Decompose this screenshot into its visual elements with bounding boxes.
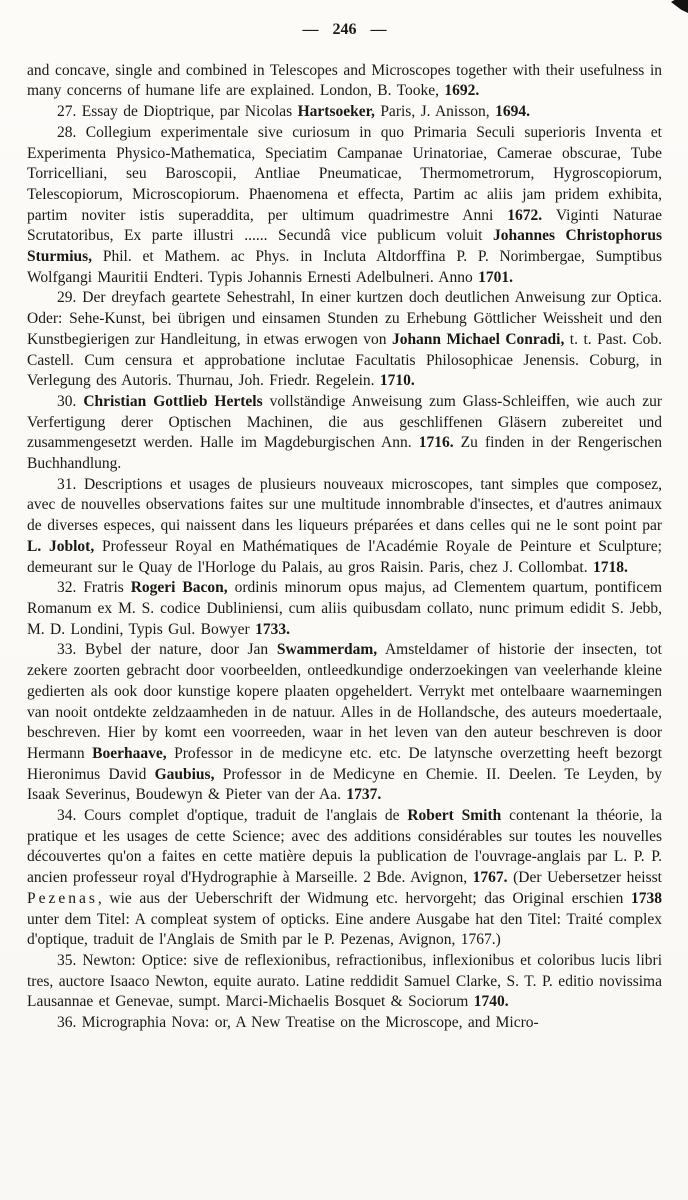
page-number: 246 — [332, 21, 357, 38]
text-segment: 28. Collegium experimentale sive curiosum in quo Primaria Seculi superioris Inventa et Experimenta Physico-Mathematica, Speciatim Campanae Urinatoriae, Camerae obscurae, Tube Torricelliani, seu Baroscopii, Antliae Pneumaticae, Thermometrorum, Hygroscopiorum, Telescopiorum, Microscopiorum. Phaenomena et effecta, Partim ac aliis jam pridem exhibita, partim noviter istis superaddita, per ultimum quadrimestre Anni — [27, 123, 662, 224]
text-segment: vollständige Anweisung zum Glass-Schleiffen, wie auch zur Verfertigung derer Optischen Machinen, die aus geschliffenen Gläsern zubereitet und zusammengesetzt werden. Halle im Magdeburgischen Ann. — [27, 392, 663, 452]
bibliography-entry — [27, 951, 662, 1013]
emphasis-text: L. Joblot, — [27, 537, 95, 555]
text-segment: Professor in de Medicyne en Chemie. II. Deelen. Te Leyden, by Isaak Severinus, Boudewyn & Pieter van der Aa. — [27, 765, 662, 804]
emphasis-text: 1740. — [473, 993, 509, 1011]
text-segment: Amsteldamer of historie der insecten, tot zekere zoorten gebracht door voorbeelden, ontleedkundige onderzoekingen van veelerhande kleine gedierten als ook door kunstige kopere plaaten opgeheldert. Verrykt met ontelbaare waarnemingen van nooit ontdekte zeldzaamheden in de natuur. Alles in de Hollandsche, des auteurs moedertaale, beschreven. Hier by komt een voorreeden, waar in het leven van den auteur beschreven is door Hermann — [27, 641, 662, 762]
emphasis-text: 1672. — [507, 206, 543, 224]
emphasis-text: Johannes Christophorus Sturmius, — [27, 227, 662, 266]
emphasis-text: 1692. — [444, 82, 480, 100]
bibliography-entry — [27, 61, 662, 102]
emphasis-text: Boerhaave, — [92, 744, 167, 762]
emphasis-text: 1767. — [472, 869, 508, 887]
emphasis-text: 1718. — [592, 558, 628, 576]
text-segment: Professor in de medicyne etc. etc. De latynsche overzetting heeft bezorgt Hieronimus David — [27, 744, 662, 783]
emphasis-text: Gaubius, — [154, 765, 215, 783]
emphasis-text: Swammerdam, — [276, 641, 378, 659]
emphasis-text: Rogeri Bacon, — [130, 579, 228, 597]
text-segment: Professeur Royal en Mathématiques de l'Académie Royale de Peinture et Sculpture; demeurant sur le Quay de l'Horloge du Palais, au gros Raisin. Paris, chez J. Collombat. — [27, 537, 662, 576]
text-segment: , wie aus der Ueberschrift der Widmung etc. hervorgeht; das Original erschien — [97, 889, 631, 907]
bibliography-entry — [27, 392, 662, 475]
text-segment: 31. Descriptions et usages de plusieurs nouveaux microscopes, tant simples que composez, avec de nouvelles observations faites sur une multitude innombrable d'insectes, et d'autres animaux de diverses especes, qui naissent dans les liqueurs préparées et dans celles qui ne le sont point par — [27, 475, 662, 535]
text-segment: 32. Fratris — [57, 579, 131, 597]
bibliography-entry — [27, 475, 662, 579]
emphasis-text: Christian Gottlieb Hertels — [83, 392, 263, 410]
text-segment: contenant la théorie, la pratique et les usages de cette Science; avec des additions considérables sur toutes les nouvelles découvertes qu'on a faites en cette matière depuis la publication de l'ouvrage-anglais par L. P. P. ancien professeur royal d'Hydrographie à Marseille. 2 Bde. Avignon, — [27, 807, 662, 887]
emphasis-text: 1737. — [346, 786, 382, 804]
text-segment: 33. Bybel der nature, door Jan — [57, 641, 277, 659]
text-segment: Paris, J. Anisson, — [374, 103, 496, 121]
text-segment: ordinis minorum opus majus, ad Clementem quartum, pontificem Romanum ex M. S. codice Dubliniensi, cum aliis quibusdam collato, nunc primum edidit S. Jebb, M. D. Londini, Typis Gul. Bowyer — [27, 579, 663, 638]
bibliography-entry — [27, 806, 662, 951]
bibliography-entries — [27, 61, 662, 1034]
emphasis-text: Johann Michael Conradi, — [391, 330, 565, 348]
text-segment: 29. Der dreyfach geartete Sehestrahl, In einer kurtzen doch deutlichen Anweisung zur Optica. Oder: Sehe-Kunst, bei übrigen und einsamen Stunden zu Erhebung Göttlicher Weissheit und den Kunstbegierigen zur Handleitung, in etwas erwogen von — [27, 289, 662, 348]
emphasis-text: Robert Smith — [407, 807, 502, 825]
bibliography-entry — [27, 102, 662, 123]
text-segment: 27. Essay de Dioptrique, par Nicolas — [57, 103, 298, 121]
bibliography-entry — [27, 288, 662, 392]
text-segment: 36. Micrographia Nova: or, A New Treatise on the Microscope, and Micro- — [57, 1014, 539, 1032]
emphasis-text: 1694. — [495, 103, 530, 121]
emphasis-text: Hartsoeker, — [297, 103, 375, 121]
bibliography-entry — [27, 123, 662, 289]
emphasis-text: 1710. — [379, 372, 415, 390]
text-segment: and concave, single and combined in Telescopes and Microscopes together with their usefulness in many concerns of humane life are explained. London, B. Tooke, — [27, 61, 662, 100]
bibliography-entry — [27, 1013, 662, 1034]
bibliography-entry — [27, 640, 662, 806]
text-segment: (Der Uebersetzer heisst — [507, 869, 662, 887]
scan-artifact — [671, 0, 688, 13]
spaced-text: Pezenas — [27, 889, 98, 907]
header-dash-left: — — [302, 21, 319, 38]
text-segment: unter dem Titel: A compleat system of opticks. Eine andere Ausgabe hat den Titel: Traité complex d'optique, traduit de l'Anglais de Smith par le P. Pezenas, Avignon, 1767.) — [27, 910, 662, 949]
text-segment: 34. Cours complet d'optique, traduit de l'anglais de — [57, 807, 408, 825]
emphasis-text: 1733. — [255, 620, 290, 638]
emphasis-text: 1701. — [478, 268, 513, 286]
text-segment: t. t. Past. Cob. Castell. Cum censura et approbatione inclutae Facultatis Philosophicae Jenensis. Coburg, in Verlegung des Autoris. Thurnau, Joh. Friedr. Regelein. — [27, 330, 662, 390]
page-header — [27, 20, 662, 41]
text-segment: 35. Newton: Optice: sive de reflexionibus, refractionibus, inflexionibus et coloribus lucis libri tres, auctore Isaaco Newton, equite aurato. Latine reddidit Samuel Clarke, S. T. P. editio novissima Lausannae et Genevae, sumpt. Marci-Michaelis Bosquet & Sociorum — [27, 951, 662, 1011]
bibliography-entry — [27, 578, 662, 640]
text-segment: 30. — [57, 392, 84, 410]
text-segment: Zu finden in der Rengerischen Buchhandlung. — [27, 434, 662, 473]
header-dash-right: — — [370, 21, 387, 38]
text-segment: Viginti Naturae Scrutatoribus, Ex parte illustri ...... Secundâ vice publicum voluit — [27, 206, 662, 245]
emphasis-text: 1738 — [631, 889, 662, 907]
text-segment: Phil. et Mathem. ac Phys. in Incluta Altdorffina P. P. Norimbergae, Sumptibus Wolfgangi Mauritii Endteri. Typis Johannis Ernesti Adelbulneri. Anno — [27, 248, 662, 286]
emphasis-text: 1716. — [418, 434, 454, 452]
